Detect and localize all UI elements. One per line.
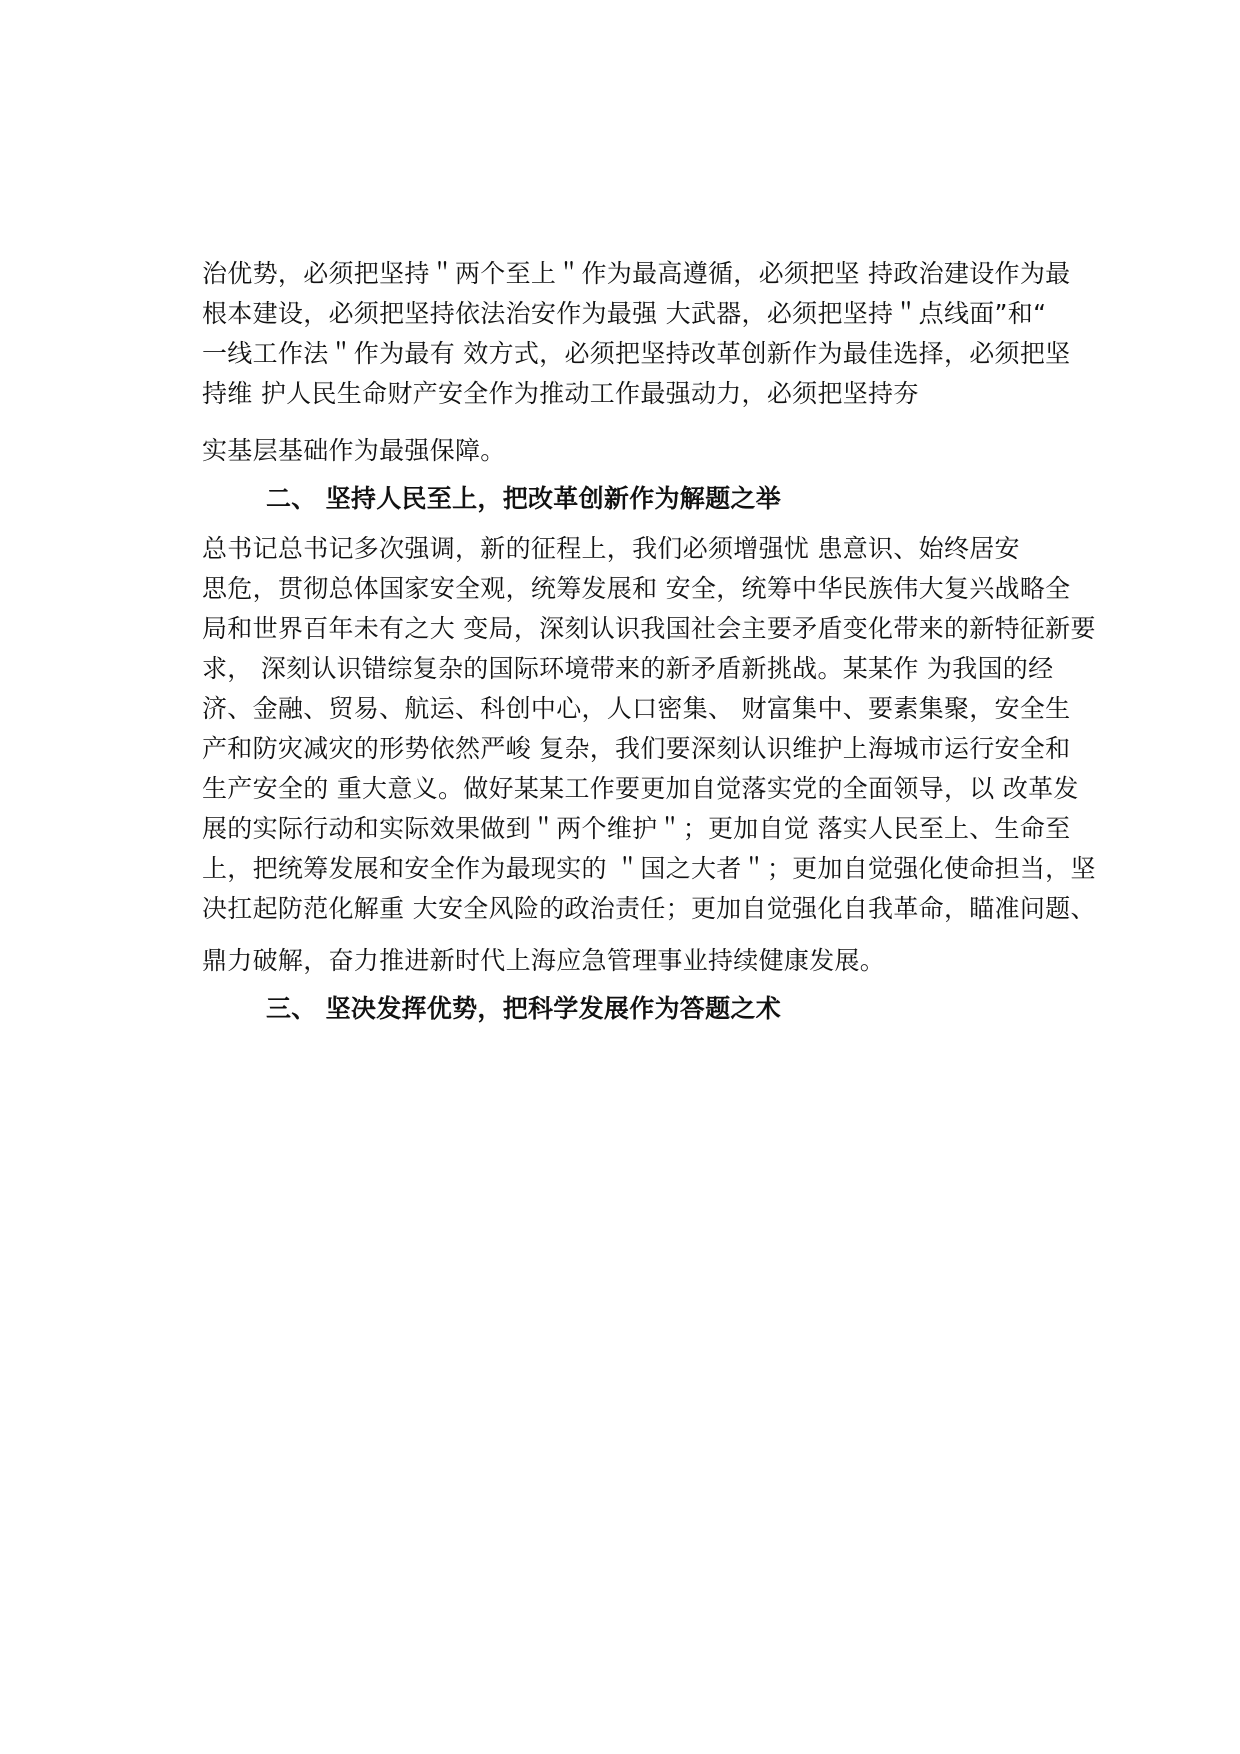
paragraph-line: 鼎力破解，奋力推进新时代上海应急管理事业持续健康发展。: [202, 946, 886, 975]
paragraph-line: 上，把统筹发展和安全作为最现实的 ＂国之大者＂；更加自觉强化使命担当，坚: [202, 854, 1096, 883]
paragraph-line: 济、金融、贸易、航运、科创中心，人口密集、 财富集中、要素集聚，安全生: [202, 694, 1071, 723]
paragraph-line: 求， 深刻认识错综复杂的国际环境带来的新矛盾新挑战。某某作 为我国的经: [202, 654, 1054, 683]
paragraph-line: 展的实际行动和实际效果做到＂两个维护＂；更加自觉 落实人民至上、生命至: [202, 814, 1071, 843]
paragraph-line: 治优势，必须把坚持＂两个至上＂作为最高遵循，必须把坚 持政治建设作为最: [202, 259, 1071, 288]
paragraph-line: 根本建设，必须把坚持依法治安作为最强 大武器，必须把坚持＂点线面”和“: [202, 299, 1047, 328]
paragraph-line: 思危，贯彻总体国家安全观，统筹发展和 安全，统筹中华民族伟大复兴战略全: [202, 574, 1071, 603]
paragraph-line: 生产安全的 重大意义。做好某某工作要更加自觉落实党的全面领导，以 改革发: [202, 774, 1079, 803]
paragraph-line: 实基层基础作为最强保障。: [202, 436, 506, 465]
paragraph-line: 局和世界百年未有之大 变局，深刻认识我国社会主要矛盾变化带来的新特征新要: [202, 614, 1096, 643]
paragraph-line: 产和防灾减灾的形势依然严峻 复杂，我们要深刻认识维护上海城市运行安全和: [202, 734, 1071, 763]
section-heading-2: 二、 坚持人民至上，把改革创新作为解题之举: [266, 484, 782, 513]
paragraph-line: 总书记总书记多次强调，新的征程上，我们必须增强忧 患意识、始终居安: [202, 534, 1020, 563]
paragraph-line: 决扛起防范化解重 大安全风险的政治责任；更加自觉强化自我革命，瞄准问题、: [202, 894, 1096, 923]
paragraph-line: 一线工作法＂作为最有 效方式，必须把坚持改革创新作为最佳选择，必须把坚: [202, 339, 1071, 368]
paragraph-line: 持维 护人民生命财产安全作为推动工作最强动力，必须把坚持夯: [202, 379, 919, 408]
section-heading-3: 三、 坚决发挥优势，把科学发展作为答题之术: [266, 994, 782, 1023]
